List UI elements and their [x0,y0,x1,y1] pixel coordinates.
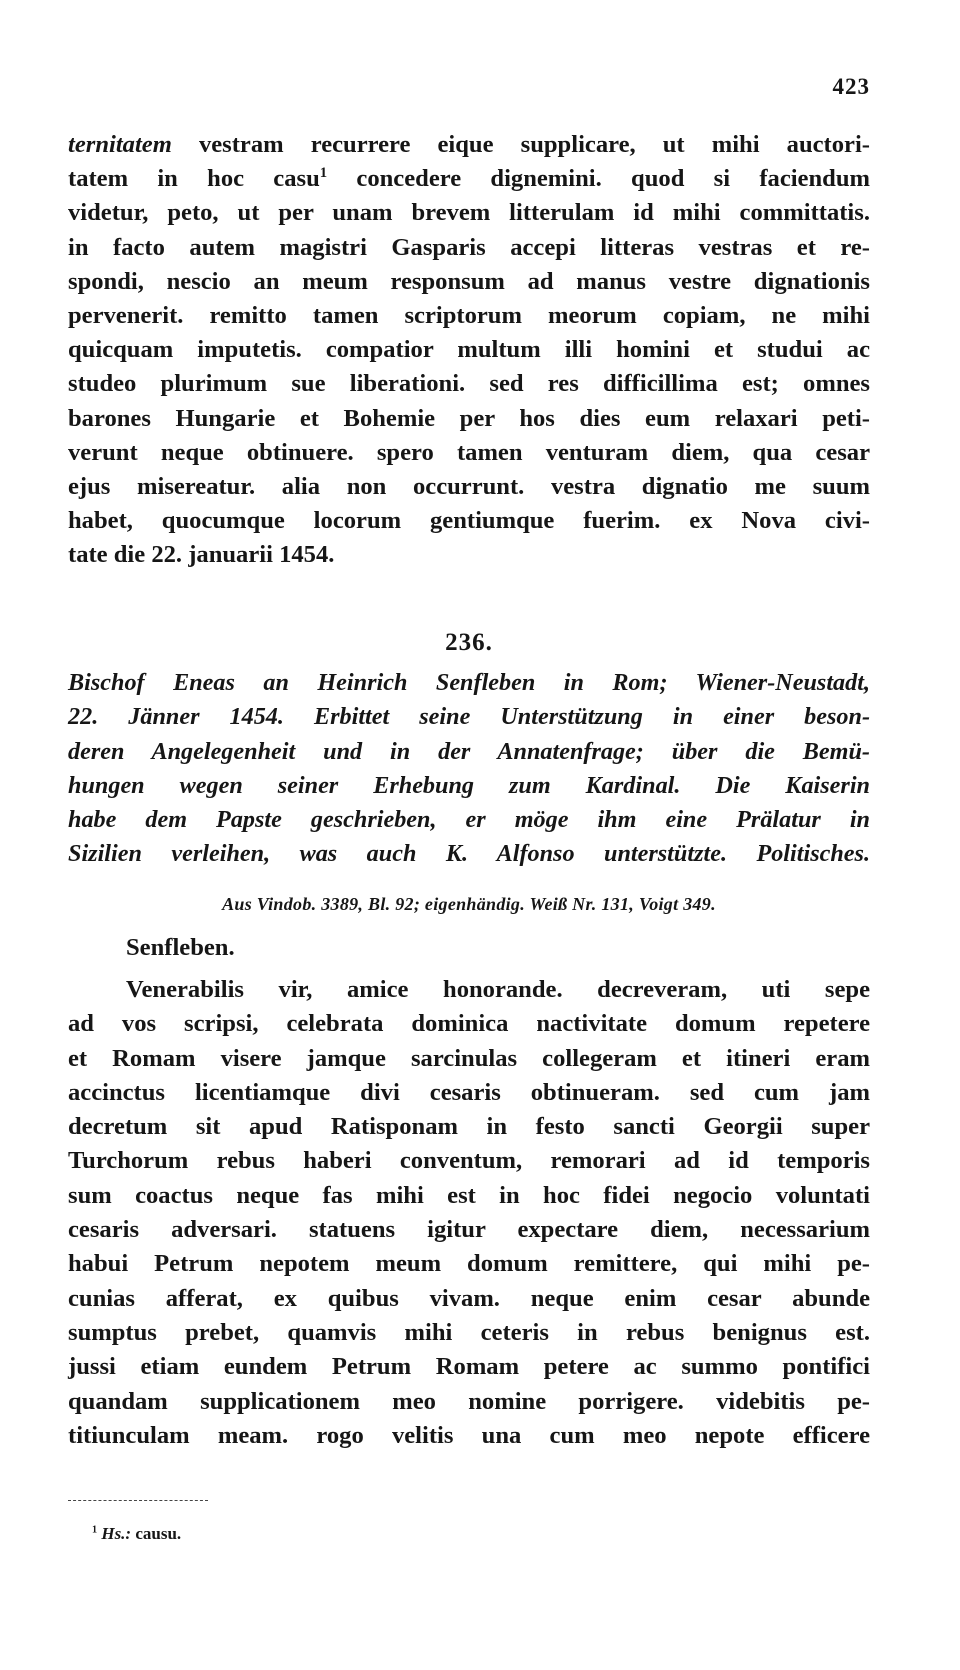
regest-line: Bischof Eneas an Heinrich Senfleben in Rom; Wiener-Neustadt, [68,669,870,696]
regest-line: hungen wegen seiner Erhebung zum Kardinal. Die Kaiserin [68,771,870,799]
letter-line: titiunculam meam. rogo velitis una cum meo nepote efficere [68,1421,870,1449]
text-line: quicquam imputetis. compatior multum illi homini et studui ac [68,336,870,364]
letter-line: ad vos scripsi, celebrata dominica nactivitate domum repetere [68,1010,870,1038]
text-fragment: concedere dignemini. quod si faciendum [327,165,870,193]
text-line: verunt neque obtinuere. spero tamen venturam diem, qua cesar [68,438,870,466]
text-line: spondi, nescio an meum responsum ad manus vestre dignationis [68,267,870,295]
letter-line: cesaris adversari. statuens igitur expectare diem, necessarium [68,1216,870,1244]
letter-line: jussi etiam eundem Petrum Romam petere ac summo pontifici [68,1353,870,1381]
regest-line: 22. Jänner 1454. Erbittet seine Unterstützung in einer beson- [68,703,870,731]
letter-line: quandam supplicationem meo nomine porrigere. videbitis pe- [68,1387,870,1415]
text-line: in facto autem magistri Gasparis accepi litteras vestras et re- [68,233,870,261]
text-line [68,162,870,196]
letter-line: habui Petrum nepotem meum domum remittere, qui mihi pe- [68,1250,870,1278]
text-line: habet, quocumque locorum gentiumque fuerim. ex Nova civi- [68,507,870,535]
text-line: ejus misereatur. alia non occurrunt. vestra dignatio me suum [68,473,870,501]
text-line: pervenerit. remitto tamen scriptorum meorum copiam, ne mihi [68,302,870,330]
letter-line: accinctus licentiamque divi cesaris obtinueram. sed cum jam [68,1078,870,1106]
footnote-divider [68,1500,208,1501]
regest-line: habe dem Papste geschrieben, er möge ihm eine Prälatur in [68,806,870,834]
footnote-label: Hs.: [101,1524,132,1543]
footnote [92,1524,181,1544]
text-line: videtur, peto, ut per unam brevem litterulam id mihi committatis. [68,199,870,227]
continuation-paragraph [68,128,870,573]
text-line [68,128,870,162]
italic-word: ternitatem [68,131,172,158]
footnote-number: 1 [92,1524,98,1536]
letter-line: sum coactus neque fas mihi est in hoc fidei negocio voluntati [68,1181,870,1209]
letter-line: Venerabilis vir, amice honorande. decreveram, uti sepe [126,976,870,1003]
regest-line: deren Angelegenheit und in der Annatenfrage; über die Bemü- [68,737,870,765]
letter-line: sumptus prebet, quamvis mihi ceteris in rebus benignus est. [68,1318,870,1346]
source-note: Aus Vindob. 3389, Bl. 92; eigenhändig. Weiß Nr. 131, Voigt 349. [222,894,716,914]
text-fragment: vestram recurrere eique supplicare, ut mihi auctori- [171,131,870,158]
regest-line: Sizilien verleihen, was auch K. Alfonso unterstützte. Politisches. [68,840,870,868]
letter-line: decretum sit apud Ratisponam in festo sancti Georgii super [68,1113,870,1141]
footnote-marker[interactable]: 1 [319,165,328,182]
letter-line: cunias afferat, ex quibus vivam. neque enim cesar abunde [68,1284,870,1312]
text-fragment: tatem in hoc casu [68,165,320,193]
letter-line: et Romam visere jamque sarcinulas collegeram et itineri eram [68,1044,870,1072]
page-number: 423 [832,74,870,99]
document-number: 236. [445,629,493,656]
text-line: studeo plurimum sue liberationi. sed res difficillima est; omnes [68,370,870,398]
letter-body [68,973,870,1453]
letter-salutation: Senfleben. [126,934,235,961]
text-line: tate die 22. januarii 1454. [68,541,335,569]
letter-line: Turchorum rebus haberi conventum, remorari ad id temporis [68,1147,870,1175]
document-page [68,0,870,1670]
text-line: barones Hungarie et Bohemie per hos dies eum relaxari peti- [68,404,870,432]
footnote-text: causu. [131,1524,182,1543]
regest-summary [68,666,870,872]
